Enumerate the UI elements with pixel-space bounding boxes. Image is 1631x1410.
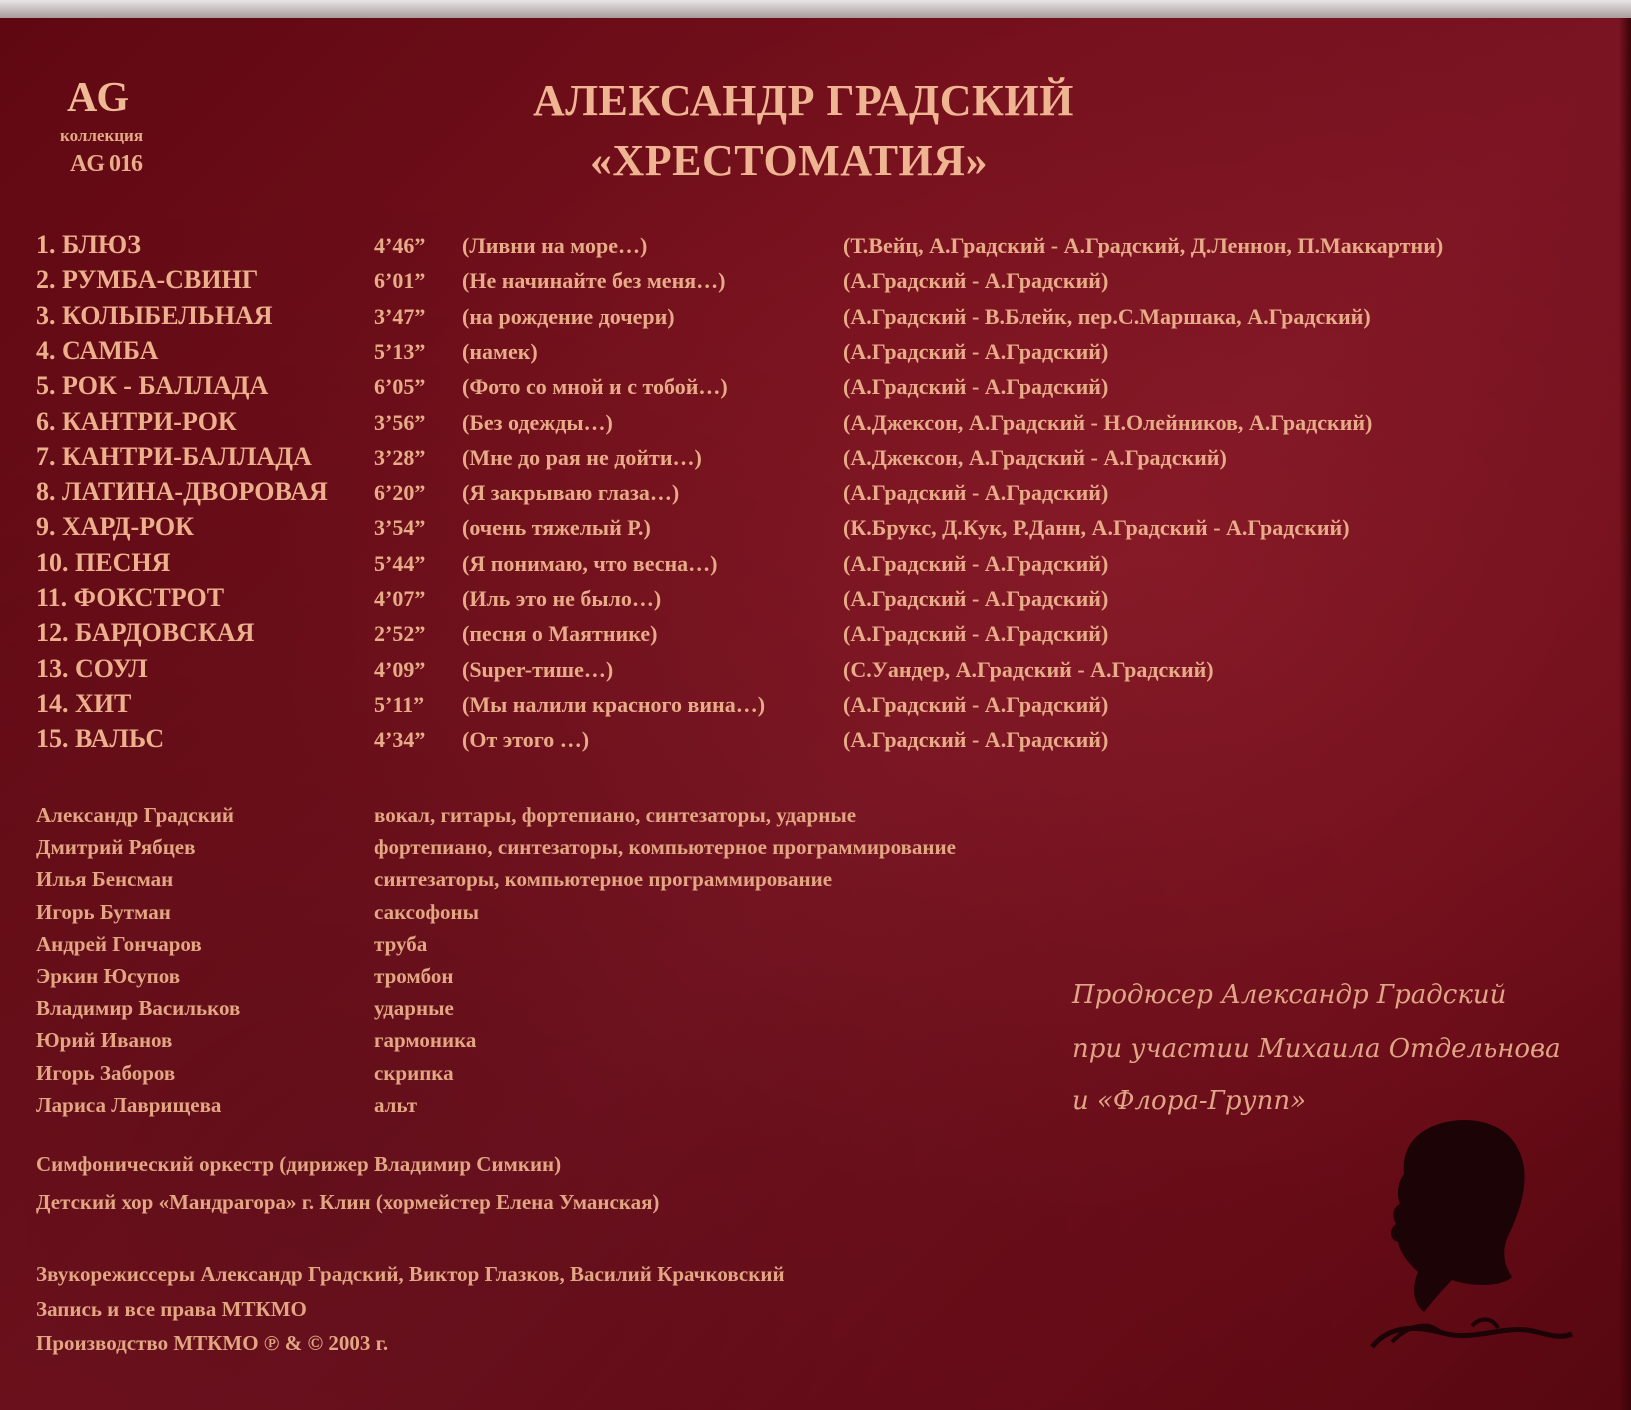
track-authors: (А.Градский - А.Градский): [843, 374, 1109, 400]
track-subtitle: (намек): [462, 338, 538, 364]
track-duration: 4’07”: [374, 586, 426, 611]
orchestra-credit: Симфонический оркестр (дирижер Владимир Симкин): [36, 1152, 562, 1176]
musician-role: фортепиано, синтезаторы, компьютерное программирование: [374, 835, 956, 860]
musician-name: Александр Градский: [36, 803, 235, 827]
musician-role: вокал, гитары, фортепиано, синтезаторы, ударные: [374, 803, 857, 827]
track-title: 14. ХИТ: [36, 688, 132, 718]
track-title: 12. БАРДОВСКАЯ: [36, 618, 255, 648]
track-title: 9. ХАРД-РОК: [36, 512, 195, 542]
production-credit: Производство МТКМО ℗ & © 2003 г.: [36, 1331, 389, 1355]
track-duration: 4’46”: [374, 233, 426, 258]
album-title: «ХРЕСТОМАТИЯ»: [590, 136, 989, 185]
track-authors: (А.Градский - А.Градский): [843, 338, 1109, 364]
track-subtitle: (Фото со мной и с тобой…): [462, 374, 728, 400]
track-subtitle: (на рождение дочери): [462, 303, 675, 329]
track-subtitle: (Мне до рая не дойти…): [462, 444, 702, 470]
track-duration: 6’20”: [374, 480, 426, 506]
rights-credit: Запись и все права МТКМО: [36, 1297, 307, 1321]
logo-mark: AG: [67, 75, 128, 121]
track-subtitle: (Мы налили красного вина…): [462, 691, 766, 717]
track-duration: 4’09”: [374, 656, 426, 682]
musician-role: скрипка: [374, 1060, 454, 1085]
musician-name: Игорь Бутман: [36, 899, 171, 924]
track-authors: (А.Градский - А.Градский): [843, 727, 1109, 753]
track-duration: 3’54”: [374, 515, 426, 541]
track-authors: (А.Градский - А.Градский): [843, 621, 1109, 647]
track-duration: 3’47”: [374, 303, 426, 329]
track-duration: 5’11”: [374, 691, 425, 717]
case-edge: [1619, 0, 1631, 1410]
track-authors: (Т.Вейц, А.Градский - А.Градский, Д.Леннон, П.Маккартни): [843, 233, 1444, 258]
track-subtitle: (Ливни на море…): [462, 233, 648, 258]
portrait-silhouette-icon: [1352, 1112, 1592, 1362]
track-subtitle: (Не начинайте без меня…): [462, 268, 726, 294]
track-subtitle: (Иль это не было…): [462, 586, 662, 611]
musician-name: Эркин Юсупов: [36, 964, 181, 988]
track-duration: 5’44”: [374, 550, 426, 576]
track-authors: (А.Градский - В.Блейк, пер.С.Маршака, А.Градский): [843, 303, 1371, 329]
musician-role: труба: [374, 931, 428, 956]
choir-credit: Детский хор «Мандрагора» г. Клин (хормейстер Елена Уманская): [36, 1190, 660, 1214]
track-title: 11. ФОКСТРОТ: [36, 583, 225, 612]
track-title: 1. БЛЮЗ: [36, 230, 141, 259]
track-duration: 4’34”: [374, 727, 426, 753]
producer-line: Продюсер Александр Градский: [1072, 980, 1507, 1010]
track-title: 10. ПЕСНЯ: [36, 547, 171, 577]
track-title: 7. КАНТРИ-БАЛЛАДА: [36, 441, 312, 471]
musician-role: гармоника: [374, 1028, 477, 1053]
track-subtitle: (очень тяжелый Р.): [462, 515, 651, 541]
musician-name: Владимир Васильков: [36, 996, 241, 1021]
musician-name: Игорь Заборов: [36, 1060, 176, 1085]
track-subtitle: (От этого …): [462, 727, 590, 753]
track-title: 13. СОУЛ: [36, 653, 148, 683]
track-duration: 2’52”: [374, 621, 426, 647]
track-title: 6. КАНТРИ-РОК: [36, 406, 237, 436]
track-duration: 3’28”: [374, 444, 426, 470]
track-authors: (А.Градский - А.Градский): [843, 550, 1109, 576]
track-authors: (А.Градский - А.Градский): [843, 480, 1109, 506]
track-subtitle: (песня о Маятнике): [462, 621, 658, 647]
musician-role: ударные: [374, 996, 454, 1021]
musician-role: синтезаторы, компьютерное программирование: [374, 867, 833, 892]
producer-line-2: при участии Михаила Отдельнова: [1072, 1034, 1561, 1064]
engineers-credit: Звукорежиссеры Александр Градский, Виктор Глазков, Василий Крачковский: [36, 1262, 785, 1286]
track-authors: (А.Джексон, А.Градский - Н.Олейников, А.Градский): [843, 409, 1373, 435]
track-duration: 6’05”: [374, 374, 426, 400]
track-authors: (К.Брукс, Д.Кук, Р.Данн, А.Градский - А.Градский): [843, 515, 1350, 541]
track-duration: 6’01”: [374, 268, 426, 294]
track-authors: (А.Градский - А.Градский): [843, 268, 1109, 294]
track-title: 5. РОК - БАЛЛАДА: [36, 371, 269, 401]
track-authors: (А.Градский - А.Градский): [843, 691, 1109, 717]
musician-name: Андрей Гончаров: [36, 931, 202, 956]
track-title: 4. САМБА: [36, 335, 159, 365]
musician-role: альт: [374, 1092, 418, 1117]
track-duration: 3’56”: [374, 409, 426, 435]
track-title: 15. ВАЛЬС: [36, 724, 165, 754]
musician-role: саксофоны: [374, 899, 479, 924]
artist-title: АЛЕКСАНДР ГРАДСКИЙ: [533, 76, 1074, 125]
track-authors: (С.Уандер, А.Градский - А.Градский): [843, 656, 1214, 682]
catalog-code: AG 016: [70, 151, 142, 177]
track-subtitle: (Без одежды…): [462, 409, 613, 435]
track-title: 2. РУМБА-СВИНГ: [36, 265, 259, 295]
musician-name: Илья Бенсман: [36, 867, 174, 892]
track-authors: (А.Градский - А.Градский): [843, 586, 1109, 611]
track-subtitle: (Super-тише…): [462, 656, 614, 682]
track-duration: 5’13”: [374, 338, 426, 364]
track-subtitle: (Я закрываю глаза…): [462, 480, 680, 506]
musician-name: Юрий Иванов: [36, 1028, 173, 1053]
track-title: 3. КОЛЫБЕЛЬНАЯ: [36, 300, 273, 330]
producer-line-3: и «Флора-Групп»: [1072, 1086, 1306, 1116]
track-title: 8. ЛАТИНА-ДВОРОВАЯ: [36, 477, 328, 507]
musician-name: Дмитрий Рябцев: [36, 835, 196, 860]
track-authors: (А.Джексон, А.Градский - А.Градский): [843, 444, 1227, 470]
logo-collection: коллекция: [60, 126, 144, 145]
musician-role: тромбон: [374, 964, 454, 988]
track-subtitle: (Я понимаю, что весна…): [462, 550, 718, 576]
musician-name: Лариса Лаврищева: [36, 1092, 222, 1117]
